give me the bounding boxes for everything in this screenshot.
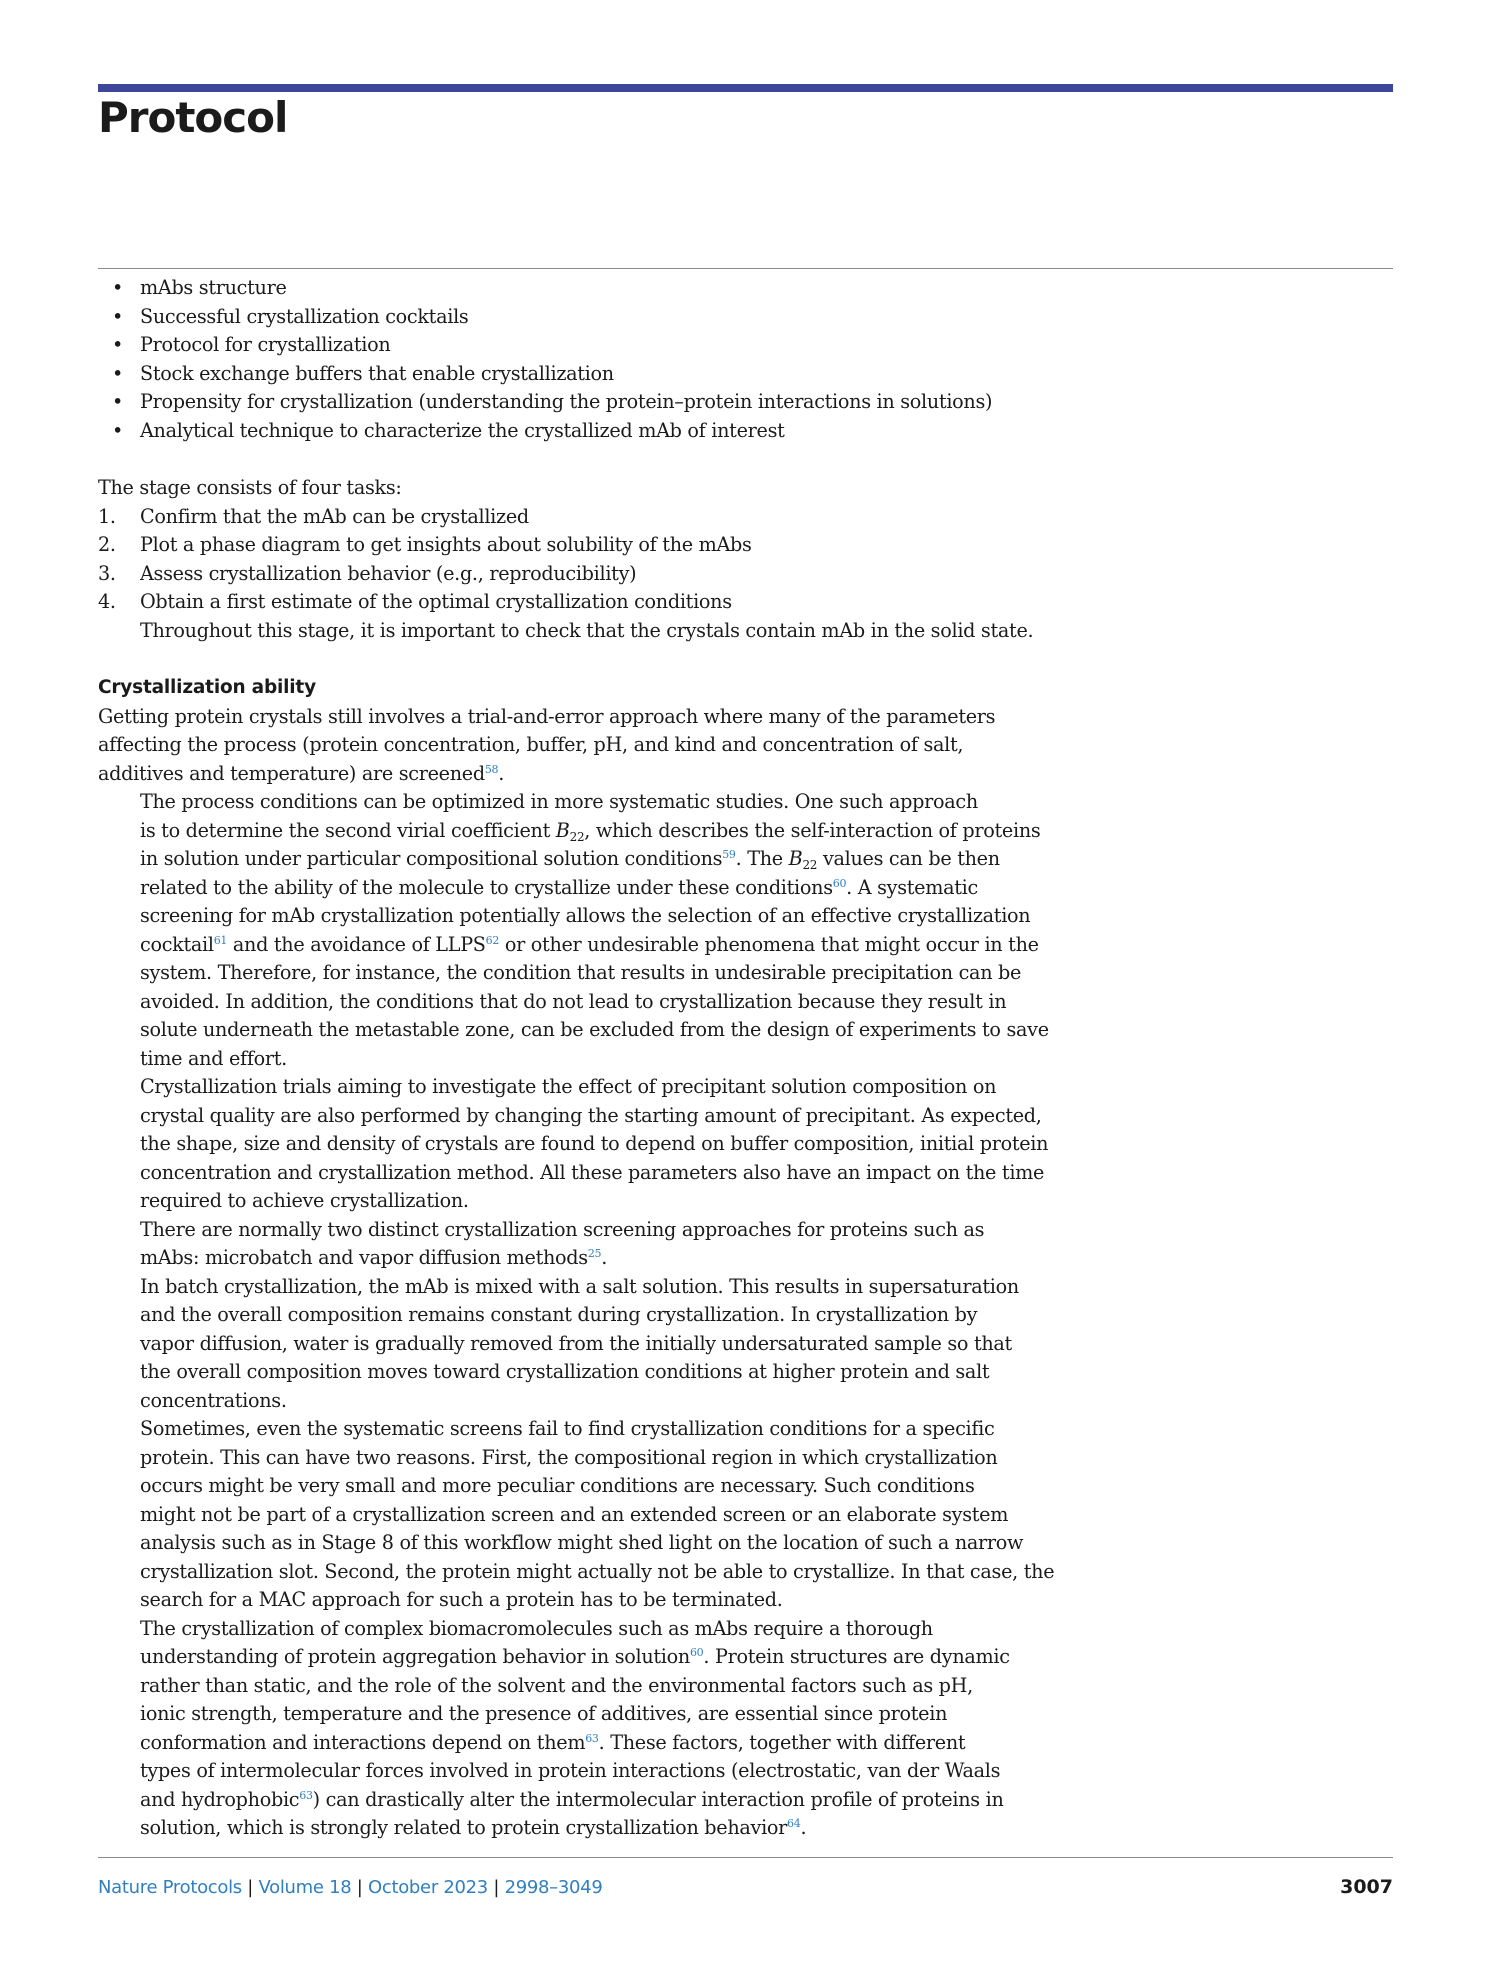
citation-link[interactable]: 63 bbox=[299, 1788, 313, 1802]
footer-citation: Nature Protocols | Volume 18 | October 2023 | 2998–3049 bbox=[98, 1877, 603, 1898]
paragraph-5: In batch crystallization, the mAb is mixed with a salt solution. This results in supersaturation and the overall composition remains constant during crystallization. In crystallization by vapor diffusion, water is gradually removed from the initially undersaturated sample so that the overall composition moves toward crystallization conditions at higher protein and salt concentrations. bbox=[140, 1274, 1019, 1412]
paragraph-7: The crystallization of complex biomacromolecules such as mAbs require a thorough understanding of protein aggregation behavior in solution$^{60}$. Protein structures are dynamic rather than static, and the role of the solvent and the environmental factors such as pH, ionic strength, temperature and the presence of additives, are essential since protein conformation and interactions depend on them$^{63}$. These factors, together with different types of intermolecular forces involved in protein interactions (electrostatic, van der Waals and hydrophobic$^{63}$) can drastically alter the intermolecular interaction profile of proteins in solution, which is strongly related to protein crystallization behavior$^{64}$. bbox=[140, 1616, 1010, 1839]
bullet-item: • Propensity for crystallization (understanding the protein–protein interactions in solutions) bbox=[98, 388, 1068, 417]
paragraph-2: The process conditions can be optimized in more systematic studies. One such approach is to determine the second virial coefficient $B_{22}$, which describes the self-interaction of proteins in solution under particular compositional solution conditions$^{59}$. The $B_{22}$ values can be then related to the ability of the molecule to crystallize under these conditions$^{60}$. A systematic screening for mAb crystallization potentially allows the selection of an effective crystallization cocktail$^{61}$ and the avoidance of LLPS$^{62}$ or other undesirable phenomena that might occur in the system. Therefore, for instance, the condition that results in undesirable precipitation can be avoided. In addition, the conditions that do not lead to crystallization because they result in solute underneath the metastable zone, can be excluded from the design of experiments to save time and effort. bbox=[140, 790, 1049, 1070]
date-link[interactable]: October 2023 bbox=[367, 1877, 488, 1898]
b22-symbol: $B_{22}$ bbox=[788, 847, 818, 872]
task-text: Plot a phase diagram to get insights about solubility of the mAbs bbox=[140, 533, 752, 556]
journal-link[interactable]: Nature Protocols bbox=[98, 1877, 242, 1898]
b22-symbol: $B_{22}$ bbox=[555, 818, 585, 844]
page-number: 3007 bbox=[1340, 1876, 1393, 1898]
task-item bbox=[98, 503, 1068, 532]
task-item bbox=[98, 588, 1068, 617]
paragraph-4: There are normally two distinct crystallization screening approaches for proteins such as mAbs: microbatch and vapor diffusion methods$^{25}$. bbox=[140, 1217, 985, 1269]
bullet-list bbox=[98, 274, 1068, 445]
task-item bbox=[98, 531, 1068, 560]
task-number: 3. bbox=[98, 561, 116, 585]
task-item bbox=[98, 560, 1068, 589]
pages-link[interactable]: 2998–3049 bbox=[504, 1877, 603, 1898]
citation-link[interactable]: 64 bbox=[787, 1817, 801, 1830]
citation-link[interactable]: 63 bbox=[585, 1731, 599, 1745]
citation-link[interactable]: 62 bbox=[485, 933, 500, 947]
header-divider bbox=[98, 268, 1393, 269]
paragraph-6: Sometimes, even the systematic screens fail to find crystallization conditions for a specific protein. This can have two reasons. First, the compositional region in which crystallization occurs might be very small and more peculiar conditions are necessary. Such conditions might not be part of a crystallization screen and an extended screen or an elaborate system analysis such as in Stage 8 of this workflow might shed light on the location of such a narrow crystallization slot. Second, the protein might actually not be able to crystallize. In that case, the search for a MAC approach for such a protein has to be terminated. bbox=[140, 1417, 1055, 1611]
bullet-item: • Protocol for crystallization bbox=[98, 331, 1068, 360]
task-text: Confirm that the mAb can be crystallized bbox=[140, 504, 529, 528]
citation-link[interactable]: 25 bbox=[587, 1247, 602, 1260]
article-body bbox=[98, 274, 1068, 1843]
citation-link[interactable]: 60 bbox=[832, 876, 847, 890]
tasks-note: Throughout this stage, it is important to check that the crystals contain mAb in the solid state. bbox=[140, 618, 1034, 642]
bullet-item: • Analytical technique to characterize the crystallized mAb of interest bbox=[98, 417, 1068, 446]
footer-divider bbox=[98, 1857, 1393, 1858]
bullet-item: • Stock exchange buffers that enable crystallization bbox=[98, 360, 1068, 389]
citation-link[interactable]: 61 bbox=[213, 933, 228, 947]
citation-link[interactable]: 59 bbox=[722, 848, 736, 861]
task-text: Assess crystallization behavior (e.g., reproducibility) bbox=[140, 561, 637, 585]
page-title: Protocol bbox=[98, 93, 288, 142]
section-heading: Crystallization ability bbox=[98, 677, 316, 698]
bullet-item: • mAbs structure bbox=[98, 274, 1068, 303]
task-number: 4. bbox=[98, 590, 116, 613]
task-number: 2. bbox=[98, 533, 116, 556]
stage-intro: The stage consists of four tasks: bbox=[98, 476, 402, 499]
task-number: 1. bbox=[98, 504, 116, 528]
paragraph-1: Getting protein crystals still involves a trial-and-error approach where many of the parameters affecting the process (protein concentration, buffer, pH, and kind and concentration of salt, additives and temperature) are screened$^{58}$. bbox=[98, 704, 996, 785]
citation-link[interactable]: 58 bbox=[484, 762, 499, 776]
task-text: Obtain a first estimate of the optimal crystallization conditions bbox=[140, 590, 732, 613]
volume-link[interactable]: Volume 18 bbox=[258, 1877, 352, 1898]
header-accent-bar bbox=[98, 84, 1393, 92]
paragraph-3: Crystallization trials aiming to investigate the effect of precipitant solution composition on crystal quality are also performed by changing the starting amount of precipitant. As expected, the shape, size and density of crystals are found to depend on buffer composition, initial protein concentration and crystallization method. All these parameters also have an impact on the time required to achieve crystallization. bbox=[140, 1075, 1049, 1212]
citation-link[interactable]: 60 bbox=[689, 1646, 704, 1659]
bullet-item: • Successful crystallization cocktails bbox=[98, 303, 1068, 332]
